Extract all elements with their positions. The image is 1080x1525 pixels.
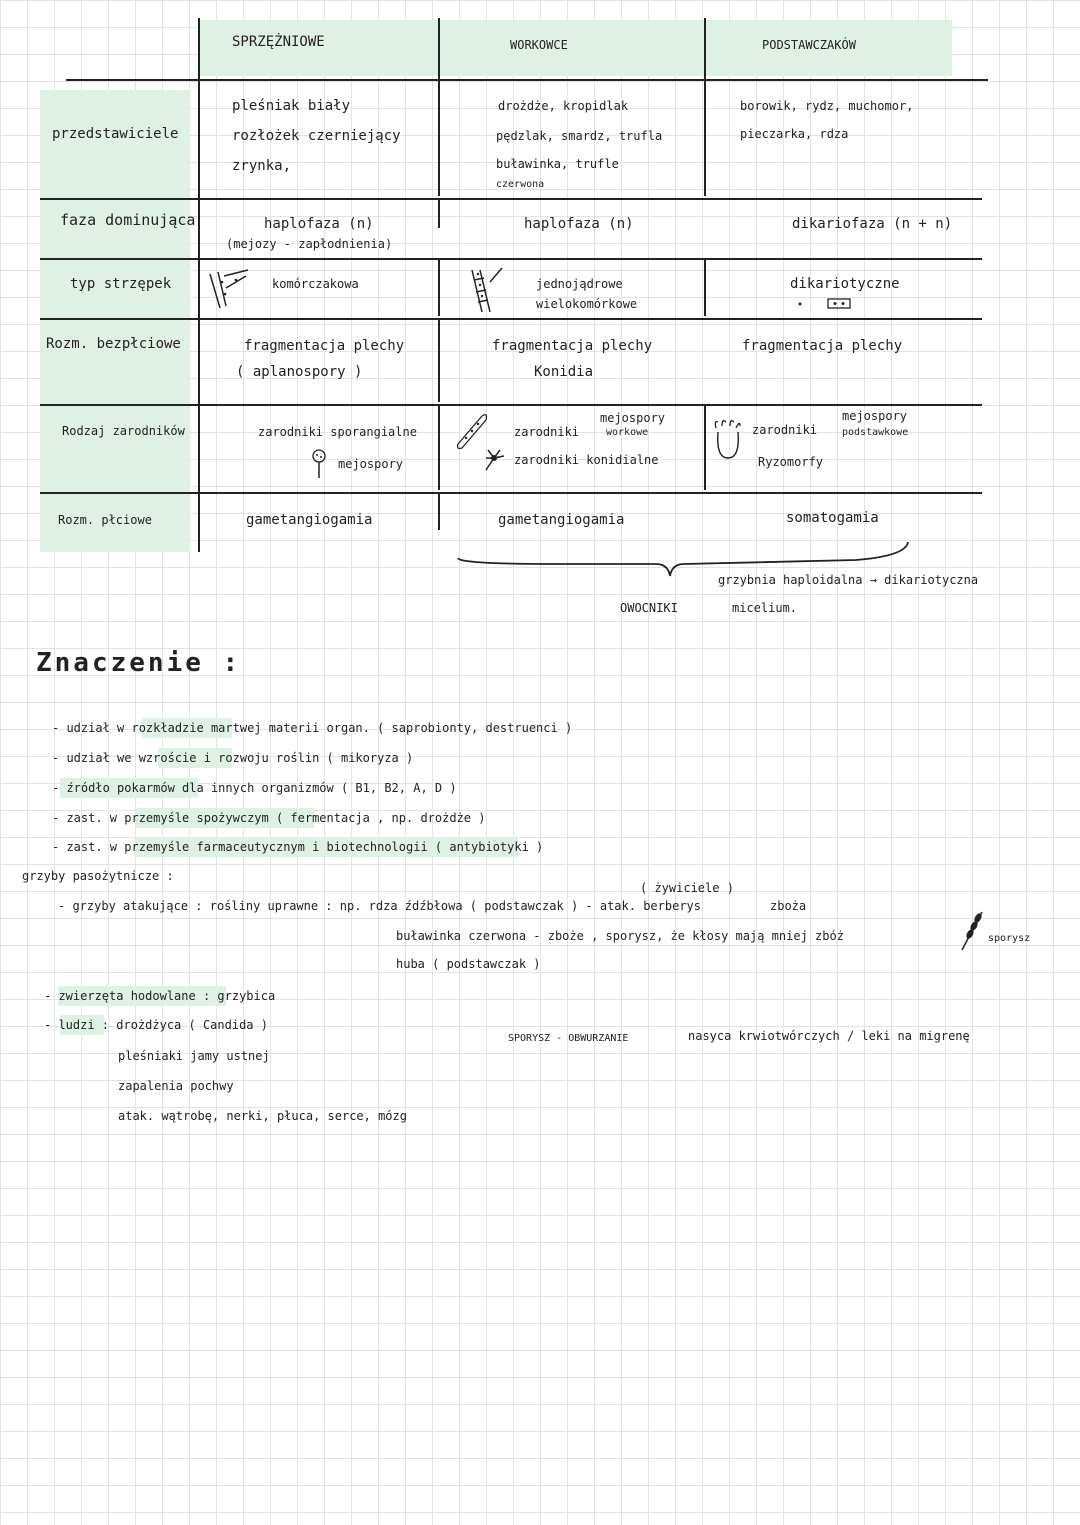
dikaryotic-cell-icon: [794, 296, 860, 310]
przedstawiciele-c2-line4: czerwona: [496, 179, 545, 190]
plciowe-c2: gametangiogamia: [498, 512, 625, 528]
ludzi-item-2: zapalenia pochwy: [118, 1079, 234, 1093]
wheat-ear-icon: [958, 908, 988, 952]
zarodniki-c2-line4: zarodniki konidialne: [514, 453, 659, 467]
bezplciowe-c2-line1: fragmentacja plechy: [492, 338, 653, 354]
bulawinka-line: buławinka czerwona - zboże , sporysz, że kłosy mają mniej zbóż: [396, 929, 844, 943]
przedstawiciele-c2-line1: drożdże, kropidlak: [498, 99, 629, 113]
row-label-zarodniki: Rodzaj zarodników: [62, 424, 185, 438]
znaczenie-item-5: - zast. w przemyśle farmaceutycznym i biotechnologii ( antybiotyki ): [52, 840, 544, 854]
hyphae-coenocytic-icon: [206, 268, 254, 314]
row-label-plciowe: Rozm. płciowe: [58, 513, 152, 527]
ludzi-item-3: atak. wątrobę, nerki, płuca, serce, mózg: [118, 1109, 407, 1123]
bezplciowe-c2-line2: Konidia: [534, 364, 594, 380]
znaczenie-item-4: - zast. w przemyśle spożywczym ( fermentacja , np. drożdże ): [52, 811, 486, 825]
bezplciowe-c1-line2: ( aplanospory ): [236, 364, 363, 380]
ascus-icon: [452, 410, 492, 450]
row-label-faza: faza dominująca: [60, 211, 196, 229]
owocniki-label: OWOCNIKI: [620, 601, 678, 615]
sporysz-note: SPORYSZ - OBWURZANIE: [508, 1033, 629, 1044]
section-title-znaczenie: Znaczenie :: [36, 648, 242, 678]
plciowe-c3: somatogamia: [786, 510, 879, 526]
column-header-workowce: WORKOWCE: [510, 38, 568, 52]
przedstawiciele-c3-line2: pieczarka, rdza: [740, 127, 849, 141]
strzepki-c1: komórczakowa: [272, 277, 359, 291]
huba-line: huba ( podstawczak ): [396, 957, 541, 971]
strzepki-c2-line2: wielokomórkowe: [536, 297, 638, 311]
row-label-bezplciowe: Rozm. bezpłciowe: [46, 336, 181, 352]
sporysz-label: sporysz: [988, 933, 1031, 944]
atakujace-line: - grzyby atakujące : rośliny uprawne : np. rdza źdźbłowa ( podstawczak ) - atak. berberys: [58, 899, 701, 913]
sporysz-note-2: nasyca krwiotwórczych / leki na migrenę: [688, 1029, 970, 1043]
grzybnia-note-line2: micelium.: [732, 601, 798, 615]
zarodniki-c3-line4: Ryzomorfy: [758, 455, 824, 469]
basidium-icon: [708, 414, 746, 464]
przedstawiciele-c2-line3: buławinka, trufle: [496, 157, 619, 171]
row-label-przedstawiciele: przedstawiciele: [52, 126, 179, 142]
zarodniki-c2-line3: workowe: [606, 427, 649, 438]
column-header-sprzezniowe: SPRZĘŻNIOWE: [232, 34, 325, 50]
row-label-strzepki: typ strzępek: [70, 276, 172, 292]
pasozyty-title: grzyby pasożytnicze :: [22, 869, 174, 883]
zboza-note: zboża: [770, 899, 807, 913]
bezplciowe-c1-line1: fragmentacja plechy: [244, 338, 405, 354]
strzepki-c2-line1: jednojądrowe: [536, 277, 623, 291]
zarodniki-c2-line1: zarodniki: [514, 425, 580, 439]
faza-c3: dikariofaza (n + n): [792, 216, 953, 232]
conidiophore-icon: [482, 446, 506, 472]
column-header-podstawczaki: PODSTAWCZAKÓW: [762, 38, 856, 52]
przedstawiciele-c1-line3: zrynka,: [232, 158, 292, 174]
zarodniki-c1-line2: mejospory: [338, 457, 404, 471]
przedstawiciele-c2-line2: pędzlak, smardz, trufla: [496, 129, 663, 143]
znaczenie-item-1: - udział w rozkładzie martwej materii organ. ( saprobionty, destruenci ): [52, 721, 573, 735]
zarodniki-c3-line2: mejospory: [842, 409, 908, 423]
zarodniki-c2-line2: mejospory: [600, 411, 666, 425]
ludzi-line: - ludzi : drożdżyca ( Candida ): [44, 1018, 268, 1032]
zwierzeta-line: - zwierzęta hodowlane : grzybica: [44, 989, 276, 1003]
plciowe-c1: gametangiogamia: [246, 512, 373, 528]
rowlabel-highlight: [40, 90, 190, 552]
faza-c1-line2: (mejozy - zapłodnienia): [226, 237, 393, 251]
ludzi-item-1: pleśniaki jamy ustnej: [118, 1049, 270, 1063]
zywiciele-note: ( żywiciele ): [640, 881, 734, 895]
znaczenie-item-2: - udział we wzroście i rozwoju roślin ( mikoryza ): [52, 751, 414, 765]
hyphae-septate-icon: [466, 266, 506, 316]
zarodniki-c3-line1: zarodniki: [752, 423, 818, 437]
przedstawiciele-c3-line1: borowik, rydz, muchomor,: [740, 99, 914, 113]
grzybnia-note-line1: grzybnia haploidalna → dikariotyczna: [718, 573, 979, 587]
przedstawiciele-c1-line2: rozłożek czerniejący: [232, 128, 401, 144]
znaczenie-item-3: - źródło pokarmów dla innych organizmów ( B1, B2, A, D ): [52, 781, 457, 795]
przedstawiciele-c1-line1: pleśniak biały: [232, 98, 351, 114]
zarodniki-c3-line3: podstawkowe: [842, 427, 909, 438]
strzepki-c3: dikariotyczne: [790, 276, 900, 292]
bezplciowe-c3: fragmentacja plechy: [742, 338, 903, 354]
zarodniki-c1-line1: zarodniki sporangialne: [258, 425, 417, 439]
faza-c2: haplofaza (n): [524, 216, 634, 232]
faza-c1-line1: haplofaza (n): [264, 216, 374, 232]
sporangium-icon: [310, 448, 328, 480]
